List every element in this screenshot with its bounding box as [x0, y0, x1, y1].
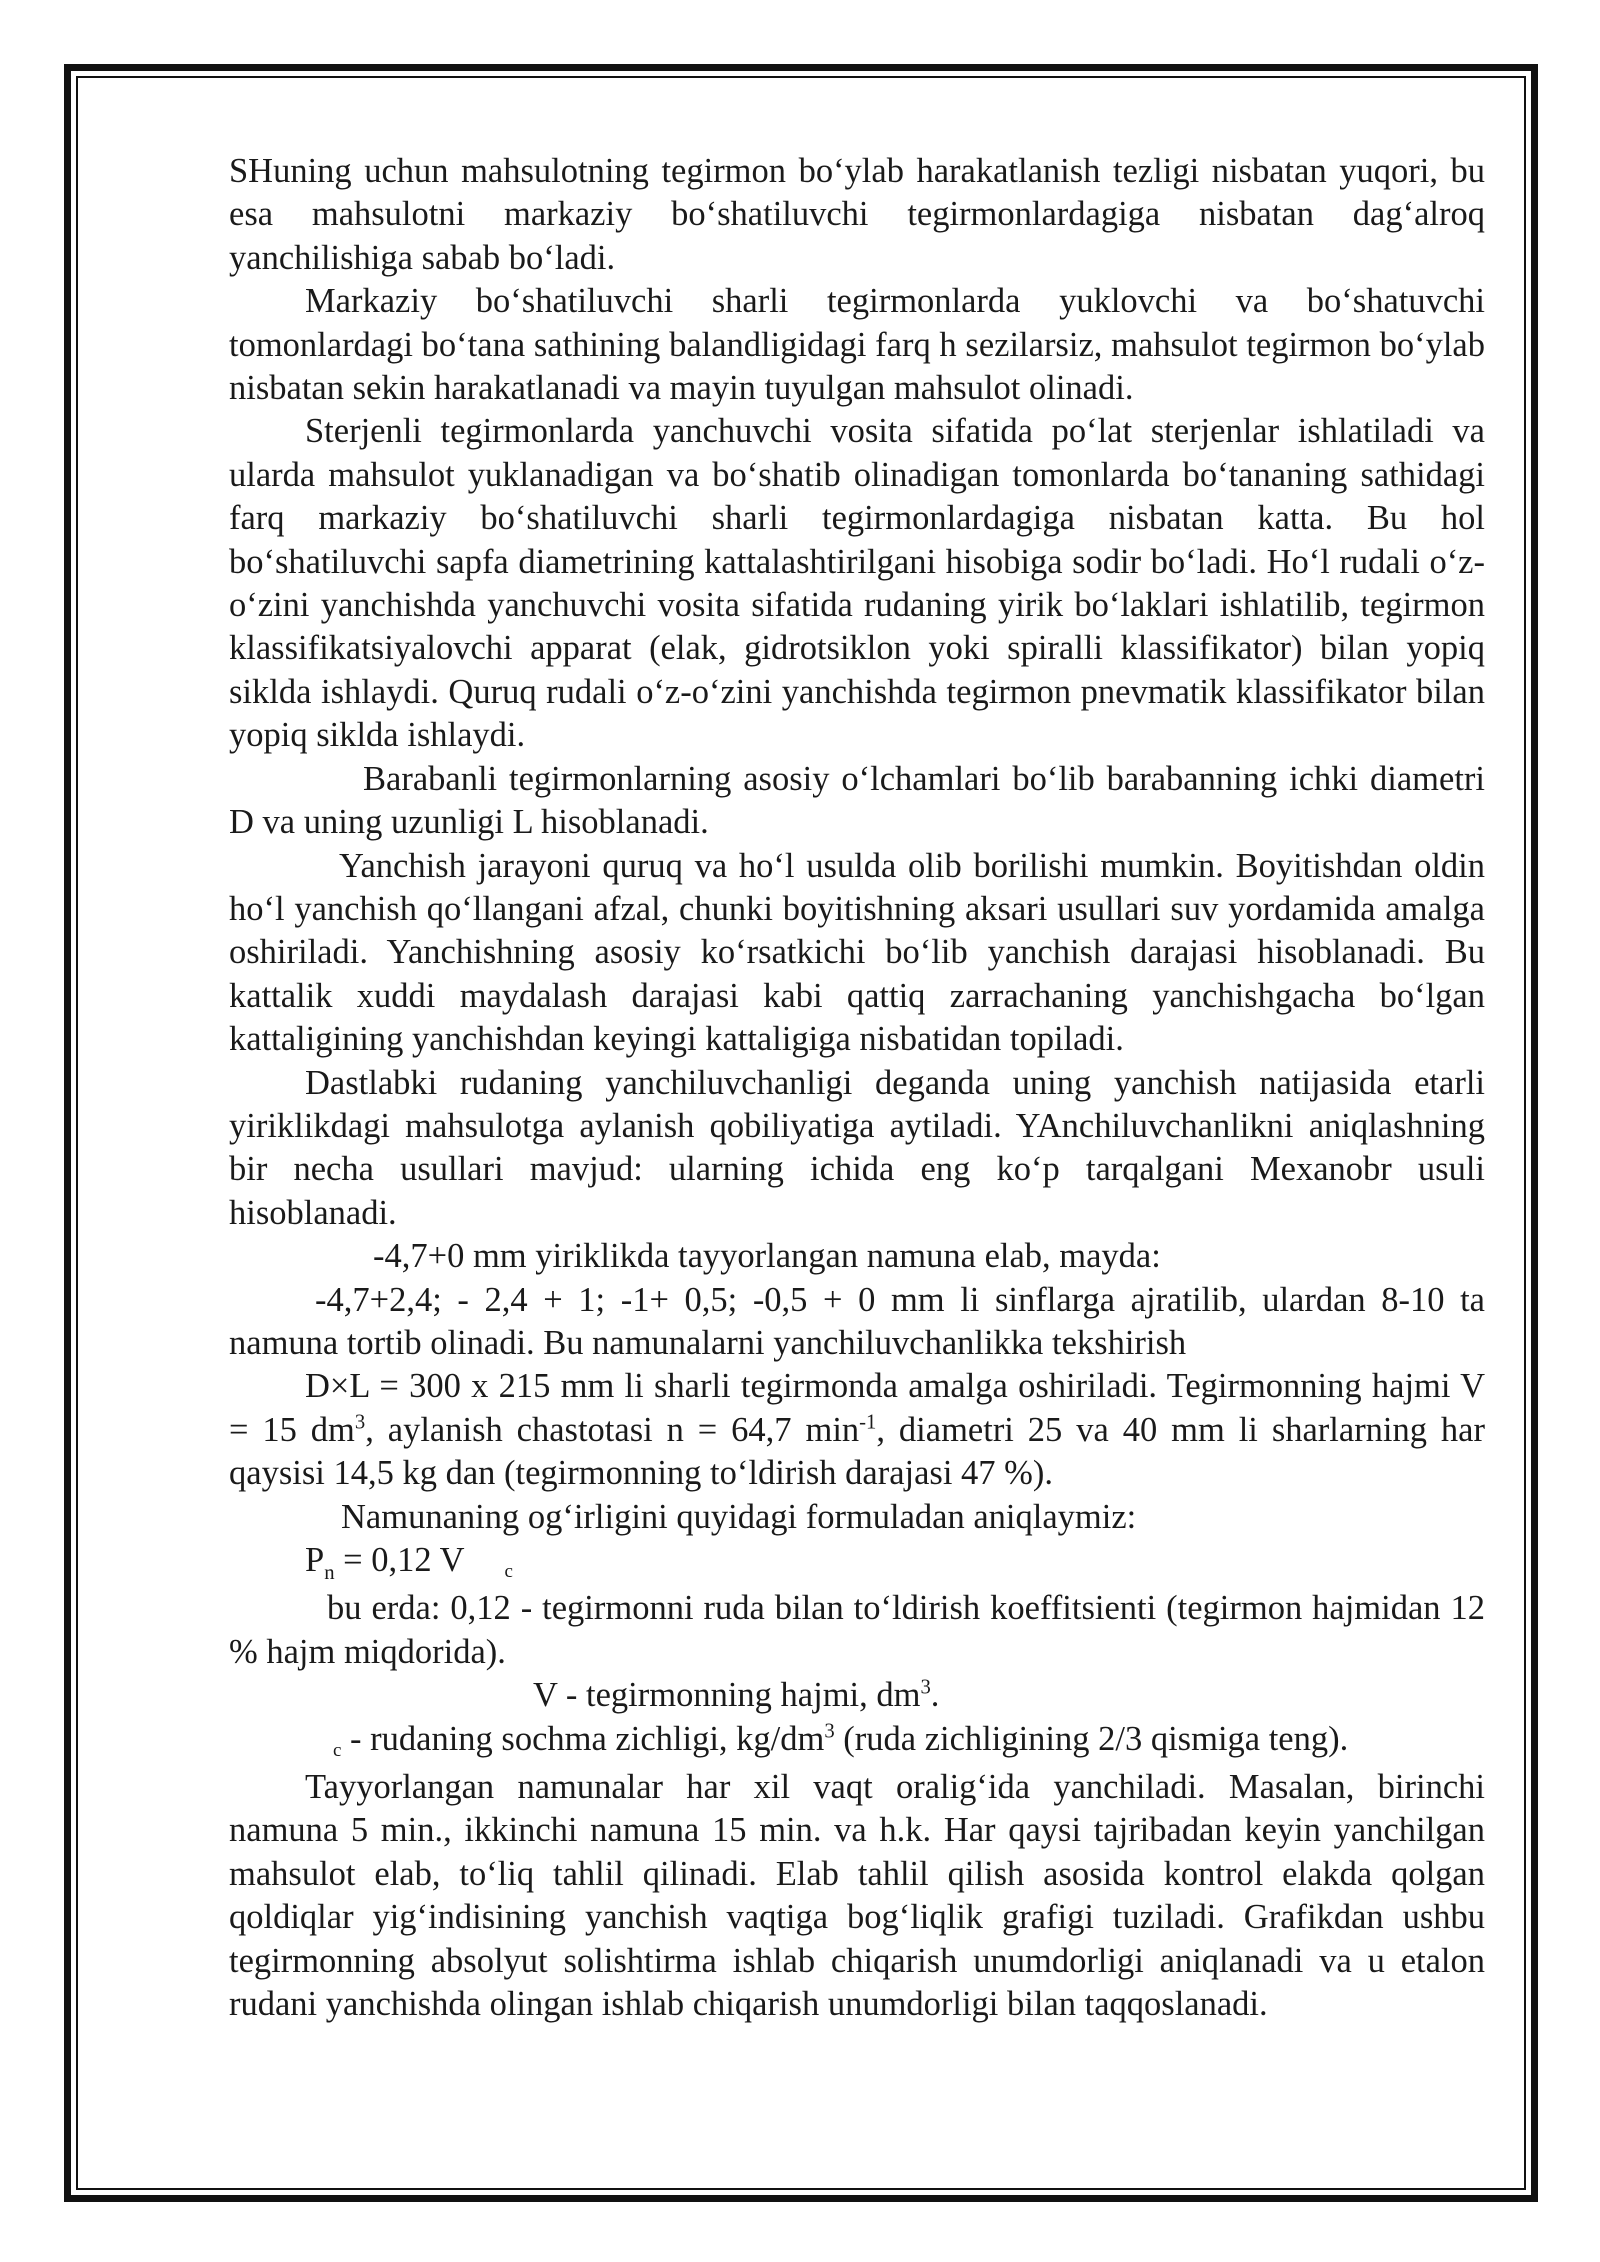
paragraph-12	[229, 1674, 1485, 1717]
paragraph-10: Namunaning og‘irligini quyidagi formuladan aniqlaymiz:	[341, 1497, 1137, 1536]
paragraph-7: -4,7+0 mm yiriklikda tayyorlangan namuna elab, mayda:	[373, 1237, 1161, 1276]
paragraph-13	[229, 1718, 1485, 1766]
p13-sup: 3	[824, 1720, 835, 1743]
p9-text-a: D×L = 300 x 215 mm li sharli tegirmonda amalga oshiriladi. Tegirmonning hajmi V = 15 dm	[229, 1367, 1485, 1449]
formula-gamma-sub: c	[504, 1561, 513, 1582]
formula-p: P	[305, 1541, 325, 1579]
p12-end: .	[930, 1676, 940, 1715]
paragraph-4: Barabanli tegirmonlarning asosiy o‘lchamlari bo‘lib barabanning ichki diametri D va uning uzunligi L hisoblanadi.	[229, 759, 1485, 842]
paragraph-14: Tayyorlangan namunalar har xil vaqt oralig‘ida yanchiladi. Masalan, birinchi namuna 5 min., ikkinchi namuna 15 min. va h.k. Har qaysi tajribadan keyin yanchilgan mahsulot elab, to‘liq tahlil qilinadi. Elab tahlil qilish asosida kontrol elakda qolgan qoldiqlar yig‘indisining yanchish vaqtiga bog‘liqlik grafigi tuziladi. Grafikdan ushbu tegirmonning absolyut solishtirma ishlab chiqarish unumdorligi aniqlanadi va u etalon rudani yanchishda olingan ishlab chiqarish unumdorligi bilan taqqoslanadi.	[229, 1768, 1485, 2024]
document-body	[229, 150, 1485, 2026]
p9-sup-1: 3	[354, 1411, 366, 1434]
formula-sub-n: n	[324, 1561, 335, 1584]
paragraph-9	[229, 1365, 1485, 1495]
formula-line	[229, 1539, 1485, 1587]
paragraph-2: Markaziy bo‘shatiluvchi sharli tegirmonlarda yuklovchi va bo‘shatuvchi tomonlardagi bo‘tana sathining balandligidagi farq h sezilarsiz, mahsulot tegirmon bo‘ylab nisbatan sekin harakatlanadi va mayin tuyulgan mahsulot olinadi.	[229, 282, 1485, 408]
p13-text-a: - rudaning sochma zichligi, kg/dm	[341, 1719, 825, 1758]
p13-text-b: (ruda zichligining 2/3 qismiga teng).	[834, 1719, 1349, 1758]
p13-gamma-sub: c	[333, 1739, 342, 1761]
paragraph-5: Yanchish jarayoni quruq va ho‘l usulda olib borilishi mumkin. Boyitishdan oldin ho‘l yanchish qo‘llangani afzal, chunki boyitishning aksari usullari suv yordamida amalga oshiriladi. Yanchishning asosiy ko‘rsatkichi bo‘lib yanchish darajasi hisoblanadi. Bu kattalik xuddi maydalash darajasi kabi qattiq zarrachaning yanchishgacha bo‘lgan kattaligining yanchishdan keyingi kattaligiga nisbatidan topiladi.	[229, 846, 1485, 1059]
p9-sup-2: -1	[859, 1411, 877, 1434]
paragraph-8: -4,7+2,4; - 2,4 + 1; -1+ 0,5; -0,5 + 0 mm li sinflarga ajratilib, ulardan 8-10 ta namuna tortib olinadi. Bu namunalarni yanchiluvchanlikka tekshirish	[229, 1280, 1485, 1362]
p12-sup: 3	[920, 1676, 931, 1699]
p12-text: V - tegirmonning hajmi, dm	[533, 1676, 921, 1715]
p9-text-c: , diametri 25 va 40 mm li sharlarning har qaysisi 14,5 kg dan (tegirmonning to‘ldirish darajasi 47 %).	[229, 1410, 1485, 1493]
paragraph-11: bu erda: 0,12 - tegirmonni ruda bilan to‘ldirish koeffitsienti (tegirmon hajmidan 12 % hajm miqdorida).	[229, 1589, 1485, 1671]
paragraph-3: Sterjenli tegirmonlarda yanchuvchi vosita sifatida po‘lat sterjenlar ishlatiladi va ularda mahsulot yuklanadigan va bo‘shatib olinadigan tomonlarda bo‘tananing sathidagi farq markaziy bo‘shatiluvchi sharli tegirmonlardagiga nisbatan katta. Bu hol bo‘shatiluvchi sapfa diametrining kattalashtirilgani hisobiga sodir bo‘ladi. Ho‘l rudali o‘z-o‘zini yanchishda yanchuvchi vosita sifatida rudaning yirik bo‘laklari ishlatilib, tegirmon klassifikatsiyalovchi apparat (elak, gidrotsiklon yoki spiralli klassifikator) bilan yopiq siklda ishlaydi. Quruq rudali o‘z-o‘zini yanchishda tegirmon pnevmatik klassifikator bilan yopiq siklda ishlaydi.	[229, 412, 1485, 755]
paragraph-6: Dastlabki rudaning yanchiluvchanligi deganda uning yanchish natijasida etarli yiriklikdagi mahsulotga aylanish qobiliyatiga aytiladi. YAnchiluvchanlikni aniqlashning bir necha usullari mavjud: ularning ichida eng ko‘p tarqalgani Mexanobr usuli hisoblanadi.	[229, 1063, 1485, 1232]
paragraph-1: SHuning uchun mahsulotning tegirmon bo‘ylab harakatlanish tezligi nisbatan yuqori, bu esa mahsulotni markaziy bo‘shatiluvchi tegirmonlardagiga nisbatan dag‘alroq yanchilishiga sabab bo‘ladi.	[229, 152, 1485, 277]
formula-rhs: = 0,12 V	[334, 1541, 465, 1579]
p9-text-b: , aylanish chastotasi n = 64,7 min	[365, 1410, 860, 1449]
